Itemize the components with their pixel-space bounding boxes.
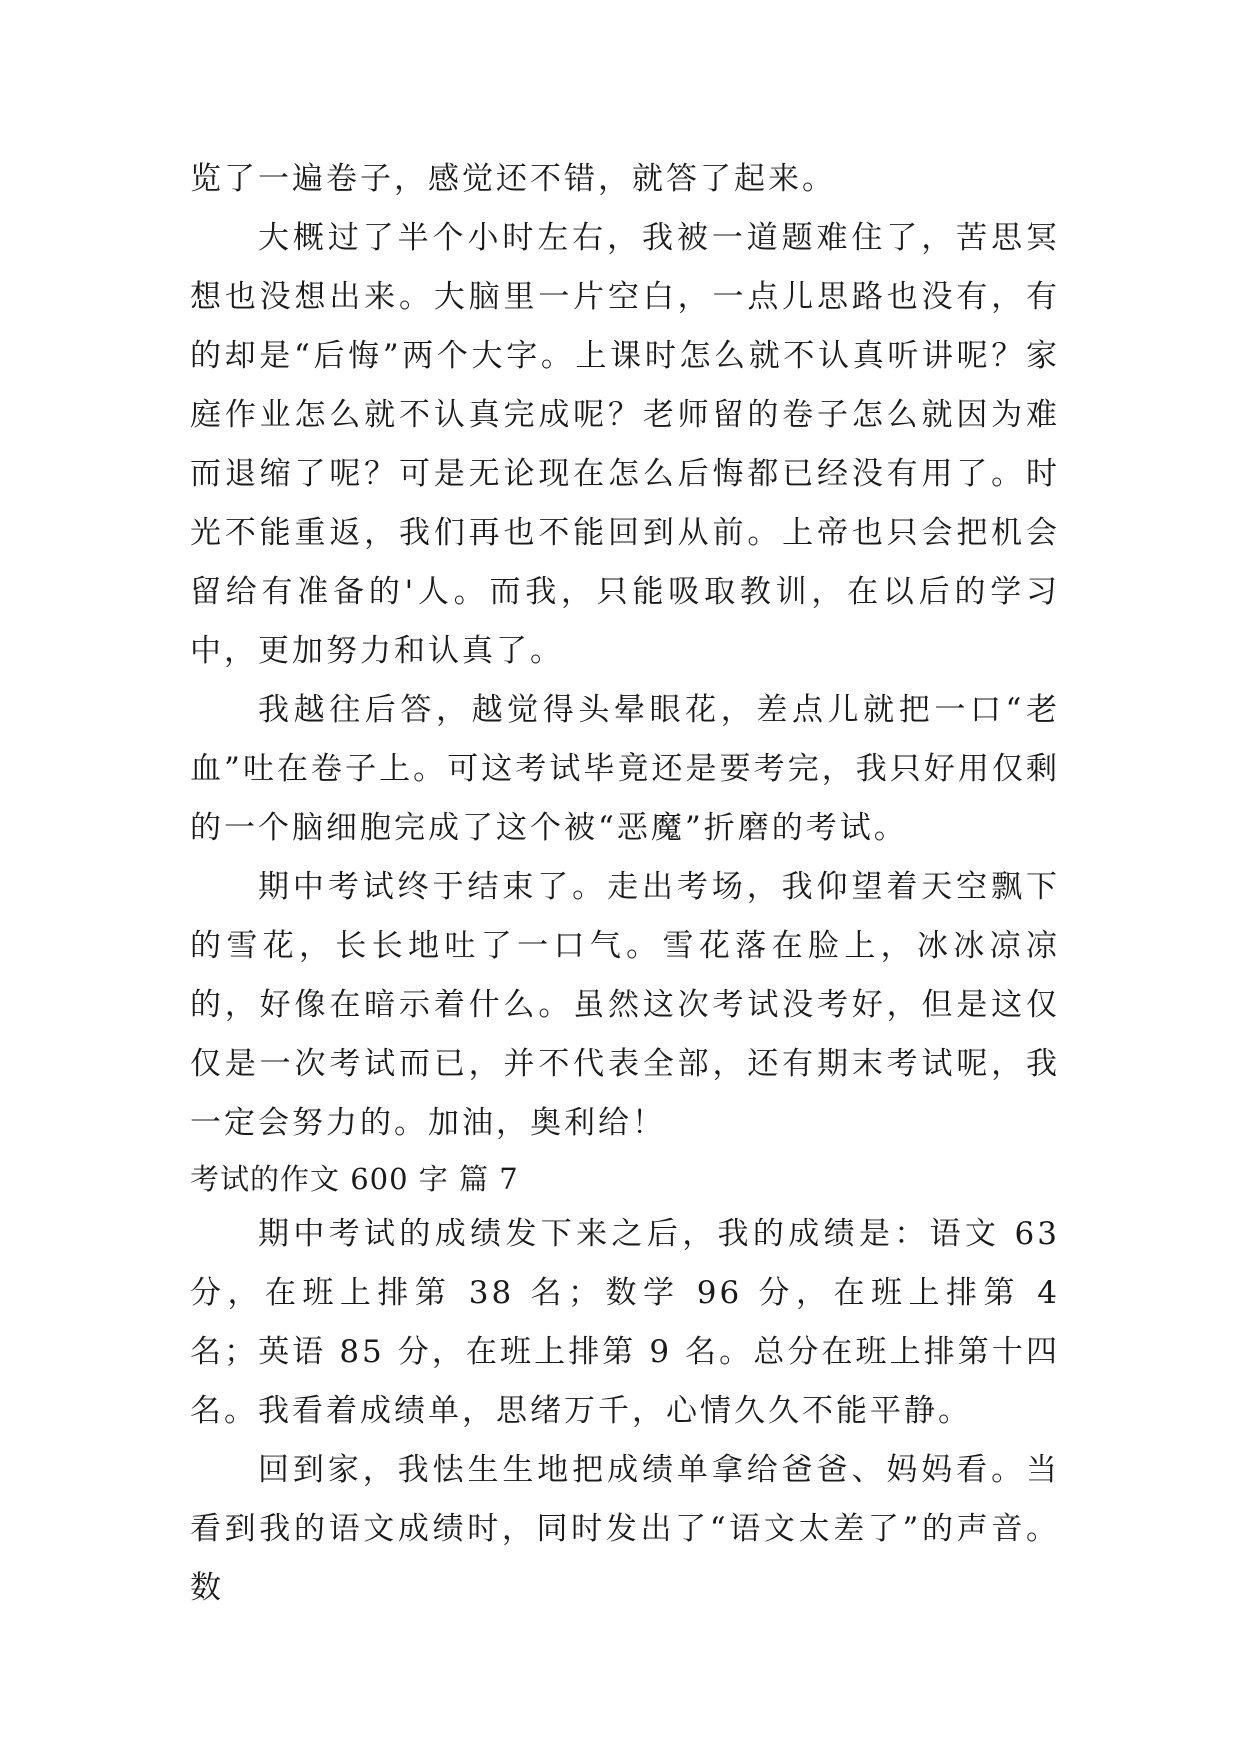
paragraph: 期中考试的成绩发下来之后，我的成绩是：语文 63 分，在班上排第 38 名；数学 96 分，在班上排第 4 名；英语 85 分，在班上排第 9 名。总分在班上排第十四名。我看着成绩单，思绪万千，心情久久不能平静。 xyxy=(190,1216,1060,1429)
paragraph: 期中考试终于结束了。走出考场，我仰望着天空飘下的雪花，长长地吐了一口气。雪花落在脸上，冰冰凉凉的，好像在暗示着什么。虽然这次考试没考好，但是这仅仅是一次考试而已，并不代表全部，还有期末考试呢，我一定会努力的。加油，奥利给！ xyxy=(190,869,1060,1141)
paragraph: 我越往后答，越觉得头晕眼花，差点儿就把一口“老血”吐在卷子上。可这考试毕竟还是要考完，我只好用仅剩的一个脑细胞完成了这个被“恶魔”折磨的考试。 xyxy=(190,692,1060,846)
document-body xyxy=(190,150,1060,1618)
section-heading: 考试的作文 600 字 篇 7 xyxy=(190,1162,519,1196)
paragraph: 回到家，我怯生生地把成绩单拿给爸爸、妈妈看。当看到我的语文成绩时，同时发出了“语文太差了”的声音。数 xyxy=(190,1452,1060,1606)
paragraph: 览了一遍卷子，感觉还不错，就答了起来。 xyxy=(190,161,836,197)
paragraph: 大概过了半个小时左右，我被一道题难住了，苦思冥想也没想出来。大脑里一片空白，一点儿思路也没有，有的却是“后悔”两个大字。上课时怎么就不认真听讲呢？家庭作业怎么就不认真完成呢？老师留的卷子怎么就因为难而退缩了呢？可是无论现在怎么后悔都已经没有用了。时光不能重返，我们再也不能回到从前。上帝也只会把机会留给有准备的'人。而我，只能吸取教训，在以后的学习中，更加努力和认真了。 xyxy=(190,220,1060,669)
